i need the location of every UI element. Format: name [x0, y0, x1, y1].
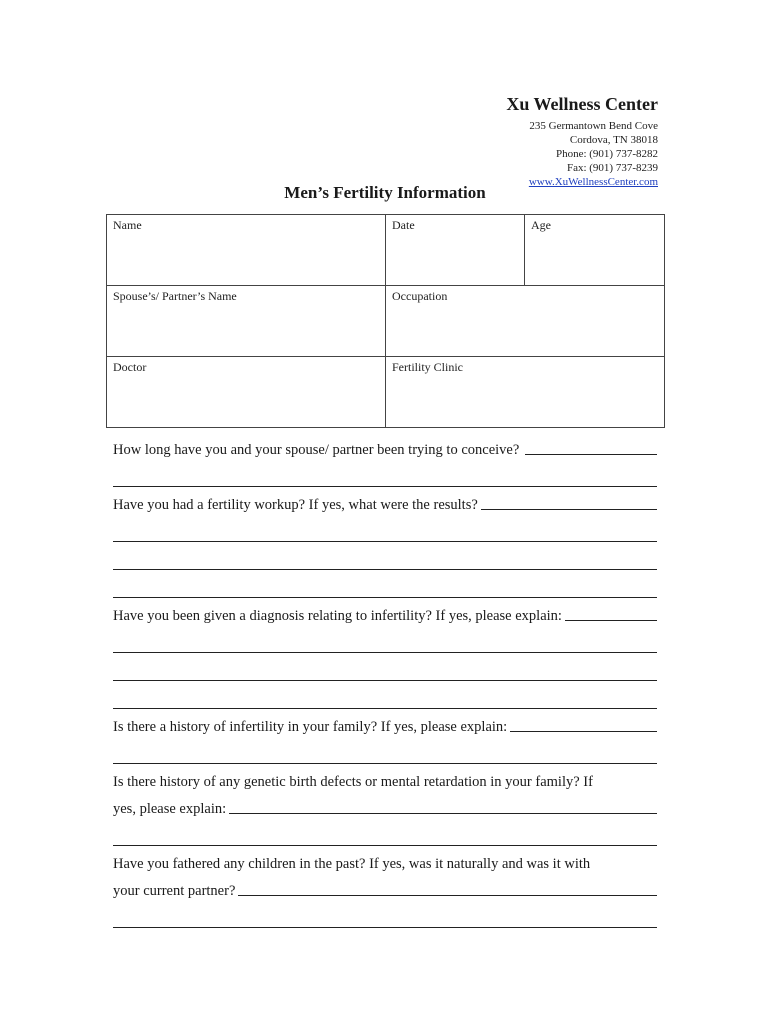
form-title-text: Men’s Fertility Information: [284, 183, 486, 202]
answer-line[interactable]: [113, 900, 657, 928]
question-row: [113, 791, 657, 818]
clinic-website-link[interactable]: www.XuWellnessCenter.com: [528, 176, 658, 188]
clinic-phone: Phone: (901) 737-8282: [555, 148, 658, 160]
patient-info-table: [106, 214, 665, 428]
question-row: [113, 846, 657, 873]
question-conceive-duration: How long have you and your spouse/ partner been trying to conceive?: [113, 442, 520, 458]
answer-line[interactable]: [113, 681, 657, 709]
form-title: [0, 183, 770, 203]
name-label: Name: [113, 218, 142, 232]
date-label: Date: [392, 218, 415, 232]
question-genetic-defects: Is there history of any genetic birth defects or mental retardation in your family? If: [113, 774, 593, 790]
question-row: [113, 709, 657, 736]
question-row: [113, 487, 657, 514]
question-row: [113, 432, 657, 459]
question-fathered-children: Have you fathered any children in the past? If yes, was it naturally and was it with: [113, 856, 591, 872]
answer-line[interactable]: [113, 459, 657, 487]
doctor-label: Doctor: [113, 360, 147, 374]
fertility-clinic-label: Fertility Clinic: [392, 360, 463, 374]
occupation-label: Occupation: [392, 289, 448, 303]
date-field[interactable]: [386, 215, 525, 286]
clinic-fax: Fax: (901) 737-8239: [566, 162, 658, 174]
age-field[interactable]: [525, 215, 665, 286]
answer-line[interactable]: [525, 453, 657, 455]
answer-line[interactable]: [113, 736, 657, 764]
answer-line[interactable]: [113, 653, 657, 681]
answer-line[interactable]: [113, 625, 657, 653]
clinic-name: Xu Wellness Center: [506, 94, 658, 114]
occupation-field[interactable]: [386, 286, 665, 357]
clinic-address-city: Cordova, TN 38018: [569, 134, 658, 146]
question-family-infertility: Is there a history of infertility in your family? If yes, please explain:: [113, 719, 508, 735]
doctor-field[interactable]: [107, 357, 386, 428]
answer-line[interactable]: [113, 542, 657, 570]
name-field[interactable]: [107, 215, 386, 286]
question-row: [113, 764, 657, 791]
question-infertility-diagnosis: Have you been given a diagnosis relating to infertility? If yes, please explain:: [113, 608, 562, 624]
answer-line[interactable]: [565, 619, 657, 621]
answer-line[interactable]: [481, 508, 657, 510]
question-fertility-workup: Have you had a fertility workup? If yes, what were the results?: [113, 497, 478, 513]
fertility-clinic-field[interactable]: [386, 357, 665, 428]
answer-line[interactable]: [113, 818, 657, 846]
answer-line[interactable]: [510, 730, 657, 732]
answer-line[interactable]: [113, 514, 657, 542]
question-row: [113, 873, 657, 900]
answer-line[interactable]: [238, 894, 657, 896]
answer-line[interactable]: [113, 570, 657, 598]
age-label: Age: [531, 218, 551, 232]
question-row: [113, 598, 657, 625]
clinic-address-street: 235 Germantown Bend Cove: [529, 120, 658, 132]
spouse-name-label: Spouse’s/ Partner’s Name: [113, 289, 237, 303]
questions-section: [113, 432, 657, 928]
answer-line[interactable]: [229, 812, 657, 814]
clinic-header: [506, 94, 658, 189]
question-genetic-defects-cont: yes, please explain:: [113, 801, 227, 817]
spouse-name-field[interactable]: [107, 286, 386, 357]
question-fathered-children-cont: your current partner?: [113, 883, 236, 899]
